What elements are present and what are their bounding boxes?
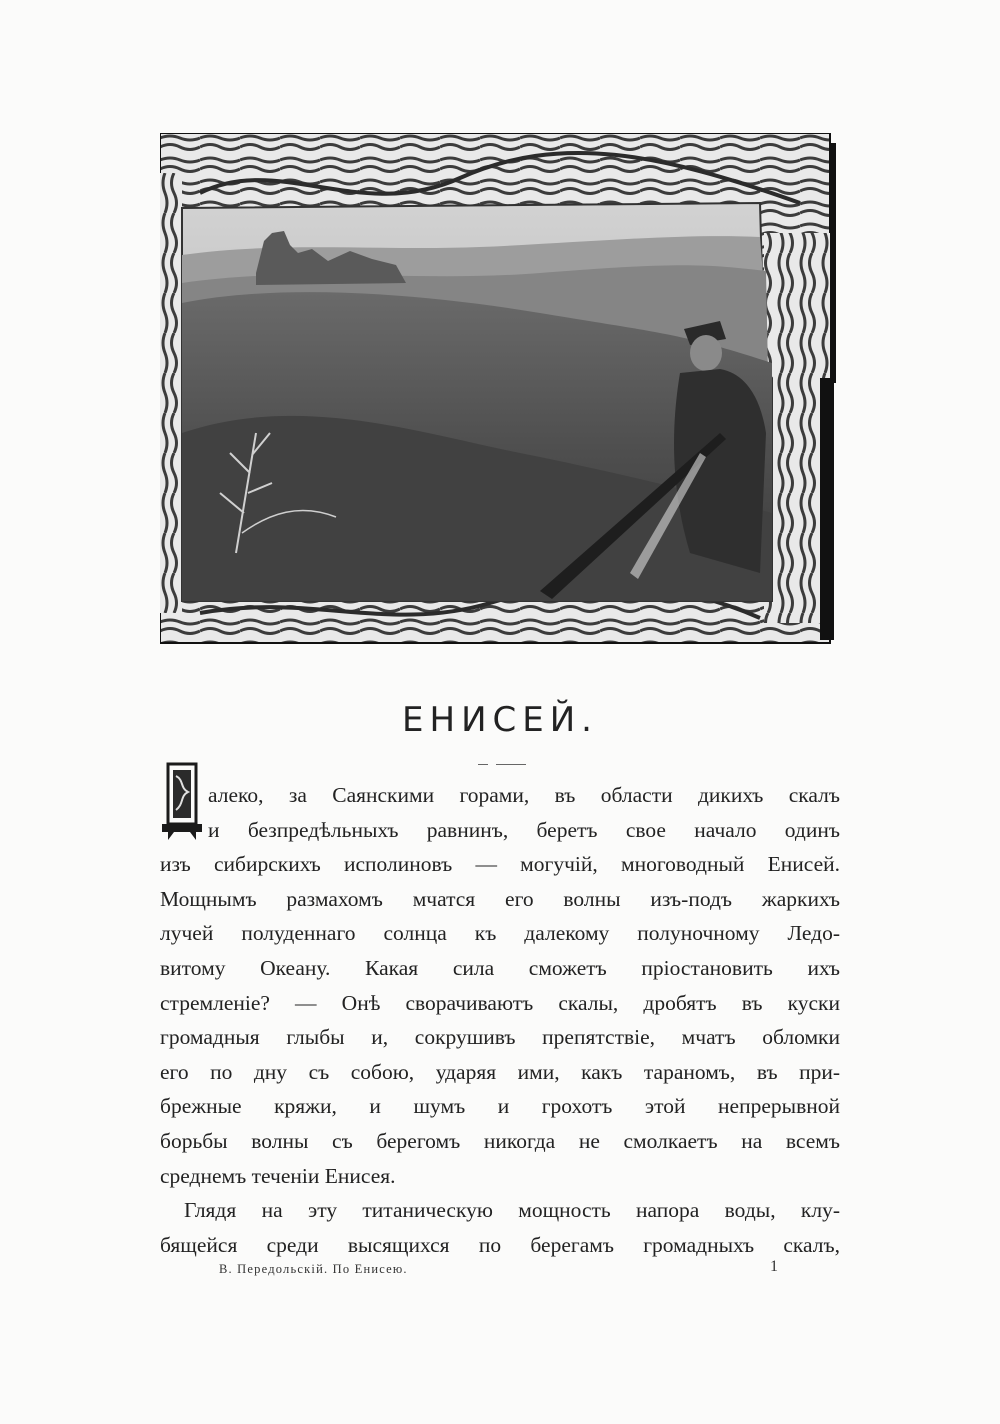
text-line: бящейся среди высящихся по берегамъ громадныхъ скалъ, — [160, 1232, 840, 1257]
text-line: Глядя на эту титаническую мощность напора воды, клу- — [184, 1198, 840, 1223]
signature-mark: 1 — [770, 1258, 778, 1275]
text-line: алеко, за Саянскими горами, въ области дикихъ скалъ — [208, 783, 840, 807]
text-line: громадныя глыбы и, сокрушивъ препятствіе, мчатъ обломки — [160, 1025, 840, 1050]
landscape-photo — [160, 133, 840, 645]
text-line: его по дну съ собою, ударяя ими, какъ тараномъ, въ при- — [160, 1059, 840, 1084]
text-line: борьбы волны съ берегомъ никогда не смолкаетъ на всемъ — [160, 1128, 840, 1153]
text-line: брежные кряжи, и шумъ и грохотъ этой непрерывной — [160, 1094, 840, 1119]
chapter-title: ЕНИСЕЙ. — [402, 700, 598, 740]
text-line: среднемъ теченіи Енисея. — [160, 1163, 396, 1188]
title-rule — [478, 764, 526, 765]
text-line: стремленіе? — Онѣ сворачиваютъ скалы, дробятъ въ куски — [160, 990, 840, 1015]
illustration-frame — [160, 133, 840, 645]
body-text — [160, 778, 840, 1262]
text-line: Мощнымъ размахомъ мчатся его волны изъ-подъ жаркихъ — [160, 886, 840, 911]
footer-attribution: В. Передольскій. По Енисею. — [219, 1262, 408, 1276]
text-line: и безпредѣльныхъ равнинъ, беретъ свое начало одинъ — [208, 817, 840, 842]
text-line: витому Океану. Какая сила сможетъ пріостановить ихъ — [160, 955, 840, 980]
text-line: лучей полуденнаго солнца къ далекому полуночному Ледо- — [160, 921, 840, 946]
text-line: изъ сибирскихъ исполиновъ — могучій, многоводный Енисей. — [160, 852, 840, 877]
